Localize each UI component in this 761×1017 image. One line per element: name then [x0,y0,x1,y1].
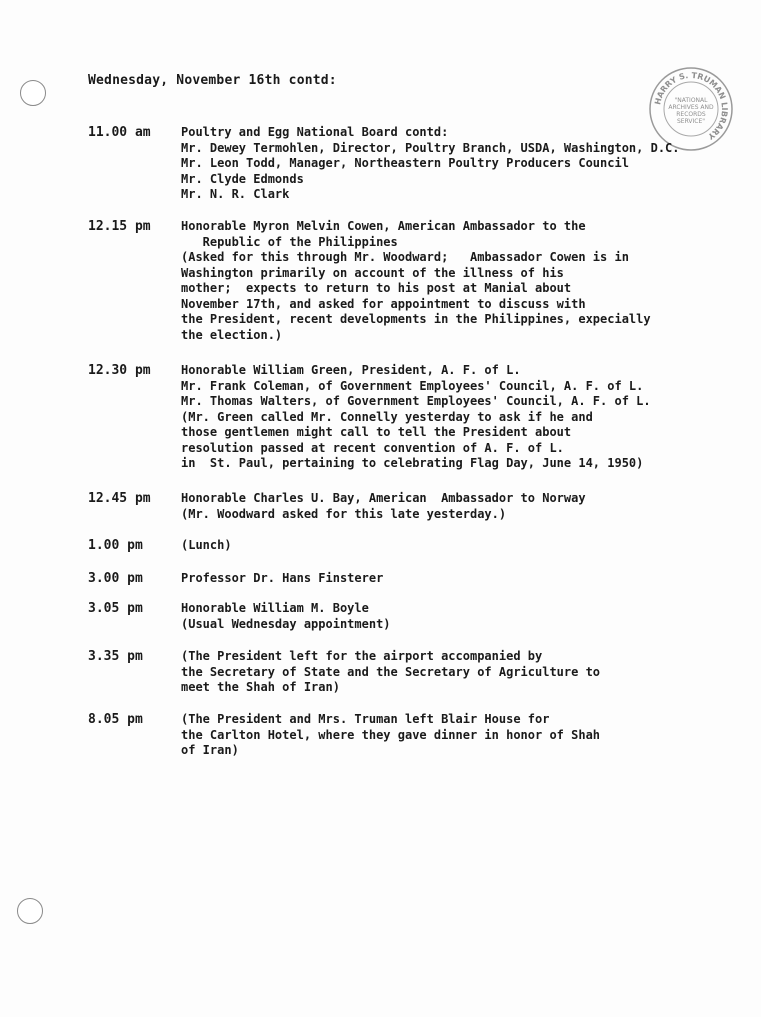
svg-text:HARRY S. TRUMAN LIBRARY: HARRY S. TRUMAN LIBRARY [653,70,730,142]
entry-time: 8.05 pm [88,712,143,727]
entry-time: 3.35 pm [88,649,143,664]
entry-line: Mr. Thomas Walters, of Government Employees' Council, A. F. of L. [181,394,651,408]
entry-line: of Iran) [181,743,239,757]
entry-line: meet the Shah of Iran) [181,680,340,694]
entry-line: Honorable William M. Boyle [181,601,369,615]
entry-time: 11.00 am [88,125,151,140]
svg-text:RECORDS: RECORDS [676,111,706,118]
entry-line: Honorable Myron Melvin Cowen, American Ambassador to the [181,219,586,233]
entry-line: (Mr. Green called Mr. Connelly yesterday to ask if he and [181,409,593,424]
entry-line: Mr. Dewey Termohlen, Director, Poultry Branch, USDA, Washington, D.C. [181,140,680,155]
entry-line: (The President and Mrs. Truman left Blair House for [181,712,550,726]
svg-text:SERVICE": SERVICE" [676,118,706,125]
entry-line: Honorable Charles U. Bay, American Ambassador to Norway [181,491,586,505]
entry-line: Mr. Leon Todd, Manager, Northeastern Poultry Producers Council [181,156,629,170]
punch-hole-top [20,80,46,106]
entry-line: the Secretary of State and the Secretary of Agriculture to [181,664,601,679]
entry-line: mother; expects to return to his post at Manial about [181,281,572,295]
page-header: Wednesday, November 16th contd: [88,73,337,88]
entry-line: Poultry and Egg National Board contd: [181,125,449,139]
entry-line: (Asked for this through Mr. Woodward; Ambassador Cowen is in [181,250,629,264]
punch-hole-bottom [17,898,43,924]
entry-line: Mr. Frank Coleman, of Government Employees' Council, A. F. of L. [181,378,644,393]
entry-line: resolution passed at recent convention of A. F. of L. [181,440,564,455]
entry-line: Honorable William Green, President, A. F. of L. [181,363,521,377]
entry-line: the President, recent developments in the Philippines, expecially [181,312,651,326]
entry-line: (Usual Wednesday appointment) [181,616,391,631]
entry-line: Mr. N. R. Clark [181,187,290,201]
svg-text:"NATIONAL: "NATIONAL [674,97,708,104]
entry-line: Republic of the Philippines [181,234,398,249]
entry-time: 12.15 pm [88,219,151,234]
entry-time: 1.00 pm [88,538,143,553]
entry-time: 12.30 pm [88,363,151,378]
svg-text:ARCHIVES AND: ARCHIVES AND [668,104,714,111]
entry-line: Washington primarily on account of the illness of his [181,265,564,280]
entry-line: Professor Dr. Hans Finsterer [181,571,384,585]
entry-line: Mr. Clyde Edmonds [181,171,304,186]
entry-line: November 17th, and asked for appointment to discuss with [181,296,586,311]
entry-line: (The President left for the airport accompanied by [181,649,543,663]
entry-line: in St. Paul, pertaining to celebrating Flag Day, June 14, 1950) [181,456,644,470]
entry-time: 3.00 pm [88,571,143,586]
entry-time: 3.05 pm [88,601,143,616]
entry-line: (Lunch) [181,538,232,552]
entry-line: (Mr. Woodward asked for this late yesterday.) [181,506,507,521]
entry-line: the Carlton Hotel, where they gave dinner in honor of Shah [181,727,601,742]
entry-line: those gentlemen might call to tell the President about [181,425,572,439]
entry-line: the election.) [181,327,283,342]
entry-time: 12.45 pm [88,491,151,506]
